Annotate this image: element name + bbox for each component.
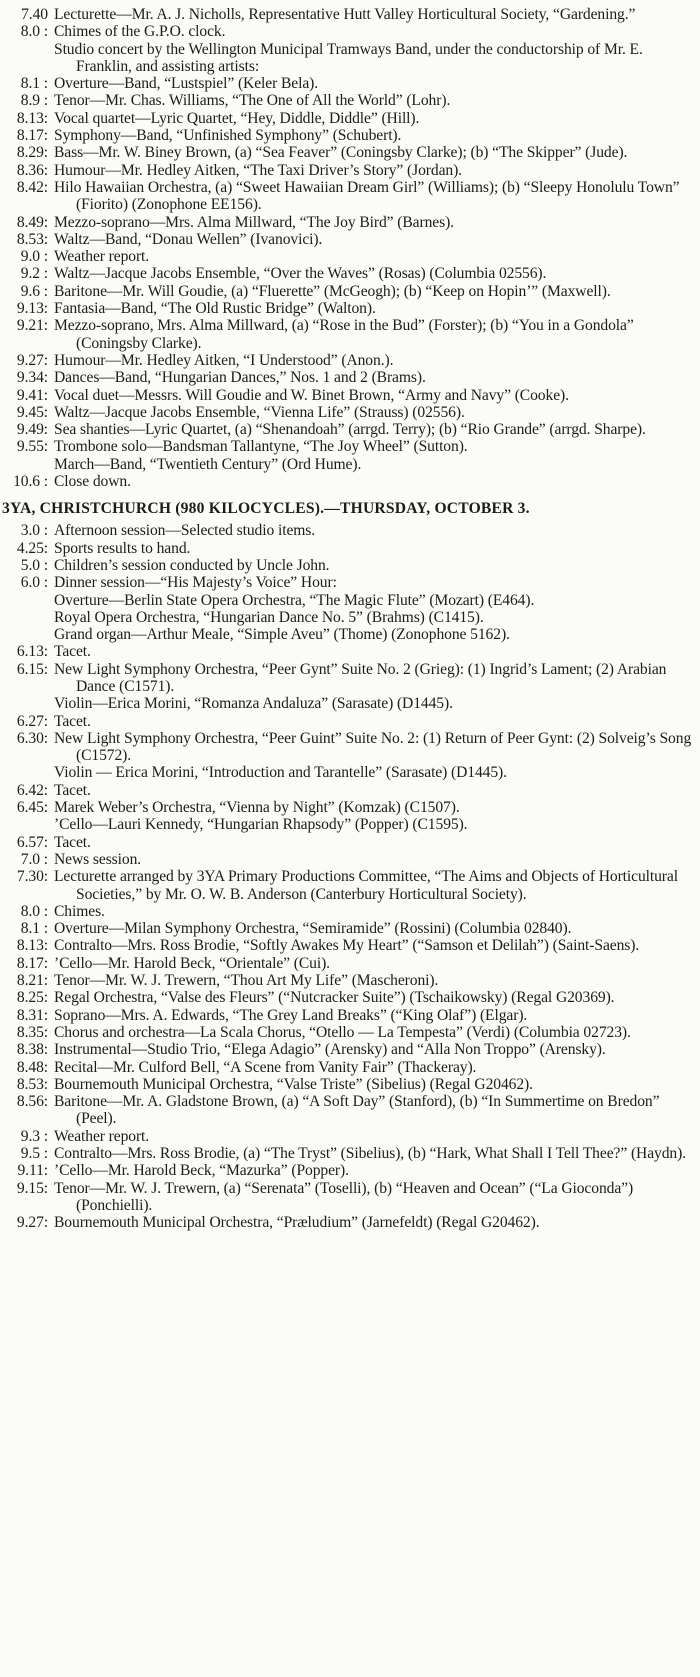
programme-entry: [0, 438, 700, 455]
entry-time: 4.25:: [16, 539, 48, 557]
programme-entry: [0, 782, 700, 799]
programme-entry: [0, 1128, 700, 1145]
entry-time: [0, 695, 54, 712]
entry-text: Overture—Band, “Lustspiel” (Keler Bela).: [54, 75, 319, 93]
entry-time: 9.11:: [17, 1162, 48, 1180]
programme-entry: [0, 404, 700, 421]
entry-text: Chimes of the G.P.O. clock.: [54, 23, 226, 41]
entry-text: Waltz—Jacque Jacobs Ensemble, “Over the Waves” (Rosas) (Columbia 02556).: [54, 265, 547, 283]
entry-time: [0, 626, 54, 643]
entry-time: 3.0 :: [20, 522, 48, 540]
entry-text: Baritone—Mr. Will Goudie, (a) “Fluerette” (McGeogh); (b) “Keep on Hopin’” (Maxwell).: [54, 282, 611, 300]
entry-time: 8.0 :: [20, 902, 48, 920]
programme-entry: [0, 473, 700, 490]
programme-entry: [0, 920, 700, 937]
entry-time: 9.27:: [16, 1214, 48, 1232]
entry-time: 9.2 :: [20, 265, 48, 283]
entry-text: Vocal quartet—Lyric Quartet, “Hey, Diddle, Diddle” (Hill).: [54, 109, 420, 127]
entry-text: Children’s session conducted by Uncle John.: [54, 556, 330, 574]
entry-text: Humour—Mr. Hedley Aitken, “The Taxi Driver’s Story” (Jordan).: [54, 161, 462, 179]
programme-entry: [0, 1059, 700, 1076]
programme-entry: [0, 1214, 700, 1231]
entry-text: Tacet.: [54, 781, 91, 799]
entry-time: 7.40: [21, 6, 48, 23]
entry-time: 8.35:: [16, 1023, 48, 1041]
entry-time: 8.0 :: [20, 23, 48, 41]
programme-entry: [0, 574, 700, 591]
entry-time: 9.45:: [16, 403, 48, 421]
entry-text: Symphony—Band, “Unfinished Symphony” (Schubert).: [54, 127, 402, 145]
entry-text: Mezzo-soprano, Mrs. Alma Millward, (a) “Rose in the Bud” (Forster); (b) “You in a Gondola” (Coningsby Clarke).: [54, 317, 634, 352]
entry-time: [0, 816, 54, 833]
entry-time: [0, 764, 54, 781]
entry-text: News session.: [54, 850, 142, 868]
programme-entry: [0, 1076, 700, 1093]
programme-entry: [0, 592, 700, 609]
entry-time: 9.41:: [16, 386, 48, 404]
entry-time: 7.30:: [16, 868, 48, 886]
entry-text: ’Cello—Mr. Harold Beck, “Mazurka” (Popper).: [54, 1162, 349, 1180]
entry-text: Tacet.: [54, 712, 91, 730]
entry-text: Grand organ—Arthur Meale, “Simple Aveu” (Thome) (Zonophone 5162).: [54, 626, 510, 644]
entry-text: Baritone—Mr. A. Gladstone Brown, (a) “A Soft Day” (Stanford), (b) “In Summertime on Bredon” (Peel).: [54, 1093, 660, 1128]
entry-time: 9.34:: [16, 369, 48, 387]
entry-text: Lecturette—Mr. A. J. Nicholls, Representative Hutt Valley Horticultural Society, “Gardening.”: [54, 6, 636, 23]
entry-time: 6.30:: [16, 729, 48, 747]
entry-time: 8.21:: [16, 972, 48, 990]
programme-entry: [0, 937, 700, 954]
programme-section-christchurch: [0, 522, 700, 1231]
entry-time: 9.27:: [16, 351, 48, 369]
programme-entry: [0, 851, 700, 868]
entry-time: 8.17:: [16, 954, 48, 972]
entry-time: 8.56:: [16, 1093, 48, 1111]
programme-entry: [0, 265, 700, 282]
entry-text: Tacet.: [54, 643, 91, 661]
programme-section-wellington: [0, 0, 700, 490]
programme-entry: [0, 1093, 700, 1128]
entry-text: Regal Orchestra, “Valse des Fleurs” (“Nutcracker Suite”) (Tschaikowsky) (Regal G20369).: [54, 989, 615, 1007]
entry-time: 8.31:: [16, 1006, 48, 1024]
programme-entry: [0, 317, 700, 352]
entry-time: 8.13:: [16, 109, 48, 127]
entry-time: 9.15:: [16, 1179, 48, 1197]
entry-time: 9.55:: [16, 438, 48, 456]
programme-entry: [0, 1162, 700, 1179]
entry-time: 7.0 :: [20, 850, 48, 868]
programme-entry: [0, 248, 700, 265]
entry-text: Waltz—Jacque Jacobs Ensemble, “Vienna Life” (Strauss) (02556).: [54, 403, 465, 421]
entry-time: 8.13:: [16, 937, 48, 955]
station-heading: 3YA, CHRISTCHURCH (980 KILOCYCLES).—THURSDAY, OCTOBER 3.: [2, 500, 530, 518]
entry-text: Chorus and orchestra—La Scala Chorus, “Otello — La Tempesta” (Verdi) (Columbia 02723).: [54, 1023, 631, 1041]
programme-entry: [0, 903, 700, 920]
programme-entry: [0, 369, 700, 386]
programme-entry: [0, 1145, 700, 1162]
programme-entry: [0, 713, 700, 730]
programme-entry: [0, 421, 700, 438]
entry-text: Dinner session—“His Majesty’s Voice” Hour:: [54, 574, 337, 592]
entry-text: Afternoon session—Selected studio items.: [54, 522, 316, 540]
entry-text: Waltz—Band, “Donau Wellen” (Ivanovici).: [54, 230, 323, 248]
entry-time: 9.13:: [16, 300, 48, 318]
entry-text: Studio concert by the Wellington Municipal Tramways Band, under the conductorship of Mr. E. Franklin, and assisting artists:: [54, 40, 643, 75]
entry-text: Soprano—Mrs. A. Edwards, “The Grey Land Breaks” (“King Olaf”) (Elgar).: [54, 1006, 528, 1024]
programme-entry: [0, 540, 700, 557]
entry-time: 6.13:: [16, 643, 48, 661]
entry-text: Humour—Mr. Hedley Aitken, “I Understood” (Anon.).: [54, 351, 394, 369]
entry-text: ’Cello—Lauri Kennedy, “Hungarian Rhapsody” (Popper) (C1595).: [54, 816, 468, 834]
programme-entry: [0, 799, 700, 816]
entry-text: New Light Symphony Orchestra, “Peer Gynt” Suite No. 2 (Grieg): (1) Ingrid’s Lament; (2) Arabian Dance (C1571).: [54, 660, 667, 695]
entry-text: New Light Symphony Orchestra, “Peer Guint” Suite No. 2: (1) Return of Peer Gynt: (2) Solveig’s Song (C1572).: [54, 729, 692, 765]
entry-text: Tenor—Mr. Chas. Williams, “The One of All the World” (Lohr).: [54, 92, 451, 110]
entry-time: 8.38:: [16, 1041, 48, 1059]
entry-time: 9.49:: [16, 421, 48, 439]
entry-text: Instrumental—Studio Trio, “Elega Adagio” (Arensky) and “Alla Non Troppo” (Arensky).: [54, 1041, 606, 1059]
entry-time: 8.48:: [16, 1058, 48, 1076]
programme-entry: [0, 1041, 700, 1058]
entry-text: Close down.: [54, 473, 131, 491]
entry-time: [0, 41, 54, 76]
entry-time: 5.0 :: [20, 556, 48, 574]
programme-entry: [0, 352, 700, 369]
programme-entry: [0, 92, 700, 109]
entry-time: 6.45:: [16, 799, 48, 817]
entry-text: Violin — Erica Morini, “Introduction and Tarantelle” (Sarasate) (D1445).: [54, 764, 507, 782]
programme-entry: [0, 300, 700, 317]
entry-text: Bournemouth Municipal Orchestra, “Valse Triste” (Sibelius) (Regal G20462).: [54, 1075, 533, 1093]
entry-text: Sea shanties—Lyric Quartet, (a) “Shenandoah” (arrgd. Terry); (b) “Rio Grande” (arrgd. Sharpe).: [54, 421, 646, 439]
programme-entry: [0, 989, 700, 1006]
entry-text: Trombone solo—Bandsman Tallantyne, “The Joy Wheel” (Sutton).: [54, 438, 468, 456]
programme-entry: [0, 127, 700, 144]
entry-text: Dances—Band, “Hungarian Dances,” Nos. 1 and 2 (Brams).: [54, 369, 426, 387]
programme-entry: [0, 179, 700, 214]
entry-text: ’Cello—Mr. Harold Beck, “Orientale” (Cui).: [54, 954, 330, 972]
entry-text: Mezzo-soprano—Mrs. Alma Millward, “The Joy Bird” (Barnes).: [54, 213, 454, 231]
entry-text: Vocal duet—Messrs. Will Goudie and W. Binet Brown, “Army and Navy” (Cooke).: [54, 386, 569, 404]
entry-text: Lecturette arranged by 3YA Primary Productions Committee, “The Aims and Objects of Horticultural Societies,” by Mr. O. W. B. Anderson (Canterbury Horticultural Society).: [54, 868, 678, 903]
entry-text: Recital—Mr. Culford Bell, “A Scene from Vanity Fair” (Thackeray).: [54, 1058, 477, 1076]
programme-entry: [0, 456, 700, 473]
programme-entry: [0, 110, 700, 127]
entry-text: Tacet.: [54, 833, 91, 851]
programme-entry: [0, 23, 700, 40]
entry-text: Overture—Berlin State Opera Orchestra, “The Magic Flute” (Mozart) (E464).: [54, 591, 535, 609]
entry-text: Marek Weber’s Orchestra, “Vienna by Night” (Komzak) (C1507).: [54, 799, 460, 817]
entry-text: Royal Opera Orchestra, “Hungarian Dance No. 5” (Brahms) (C1415).: [54, 608, 484, 626]
entry-time: 9.6 :: [20, 282, 48, 300]
programme-entry: [0, 75, 700, 92]
programme-entry: [0, 834, 700, 851]
entry-time: 9.21:: [16, 317, 48, 335]
entry-text: Tenor—Mr. W. J. Trewern, “Thou Art My Life” (Mascheroni).: [54, 972, 439, 990]
programme-entry: [0, 522, 700, 539]
entry-text: Fantasia—Band, “The Old Rustic Bridge” (Walton).: [54, 300, 376, 318]
entry-text: Violin—Erica Morini, “Romanza Andaluza” (Sarasate) (D1445).: [54, 695, 453, 713]
programme-entry: [0, 816, 700, 833]
entry-time: 8.53:: [16, 1075, 48, 1093]
entry-time: 8.42:: [16, 178, 48, 196]
entry-time: 6.15:: [16, 660, 48, 678]
programme-entry: [0, 764, 700, 781]
entry-time: 6.42:: [16, 781, 48, 799]
programme-entry: [0, 1007, 700, 1024]
programme-entry: [0, 214, 700, 231]
entry-time: 6.57:: [16, 833, 48, 851]
programme-entry: [0, 1180, 700, 1215]
entry-time: 8.1 :: [20, 75, 48, 93]
entry-time: 8.49:: [16, 213, 48, 231]
entry-text: Bournemouth Municipal Orchestra, “Præludium” (Jarnefeldt) (Regal G20462).: [54, 1214, 540, 1232]
entry-time: 8.9 :: [20, 92, 48, 110]
programme-entry: [0, 1024, 700, 1041]
entry-time: 8.53:: [16, 230, 48, 248]
entry-text: Hilo Hawaiian Orchestra, (a) “Sweet Hawaiian Dream Girl” (Williams); (b) “Sleepy Honolulu Town” (Fiorito) (Zonophone EE156).: [54, 178, 680, 214]
programme-entry: [0, 955, 700, 972]
programme-entry: [0, 144, 700, 161]
entry-time: 8.25:: [16, 989, 48, 1007]
entry-time: [0, 456, 54, 473]
entry-text: Sports results to hand.: [54, 539, 191, 557]
programme-entry: [0, 283, 700, 300]
programme-entry: [0, 661, 700, 696]
entry-text: Contralto—Mrs. Ross Brodie, “Softly Awakes My Heart” (“Samson et Delilah”) (Saint-Saens).: [54, 937, 640, 955]
entry-text: Weather report.: [54, 248, 150, 266]
entry-text: Tenor—Mr. W. J. Trewern, (a) “Serenata” (Toselli), (b) “Heaven and Ocean” (“La Gioconda”) (Ponchielli).: [54, 1179, 634, 1214]
entry-time: 10.6 :: [13, 473, 48, 491]
entry-time: [0, 609, 54, 626]
programme-entry: [0, 730, 700, 765]
programme-entry: [0, 609, 700, 626]
entry-text: March—Band, “Twentieth Century” (Ord Hume).: [54, 455, 362, 473]
programme-entry: [0, 643, 700, 660]
entry-text: Weather report.: [54, 1127, 150, 1145]
entry-time: 6.0 :: [20, 574, 48, 592]
programme-entry: [0, 6, 700, 23]
programme-entry: [0, 972, 700, 989]
programme-entry: [0, 626, 700, 643]
entry-time: 9.0 :: [20, 248, 48, 266]
programme-entry: [0, 162, 700, 179]
entry-time: 8.1 :: [20, 920, 48, 938]
entry-time: [0, 592, 54, 609]
entry-time: 9.5 :: [20, 1145, 48, 1162]
entry-text: Contralto—Mrs. Ross Brodie, (a) “The Tryst” (Sibelius), (b) “Hark, What Shall I Tell Thee?” (Haydn).: [54, 1145, 687, 1162]
programme-entry: [0, 231, 700, 248]
entry-time: 8.29:: [16, 144, 48, 162]
programme-entry: [0, 387, 700, 404]
programme-entry: [0, 868, 700, 903]
entry-time: 8.17:: [16, 127, 48, 145]
entry-time: 6.27:: [16, 712, 48, 730]
entry-time: 8.36:: [16, 161, 48, 179]
entry-text: Chimes.: [54, 902, 105, 920]
programme-entry: [0, 41, 700, 76]
programme-entry: [0, 695, 700, 712]
programme-entry: [0, 557, 700, 574]
entry-text: Bass—Mr. W. Biney Brown, (a) “Sea Feaver” (Coningsby Clarke); (b) “The Skipper” (Jude).: [54, 144, 628, 162]
entry-time: 9.3 :: [20, 1127, 48, 1145]
entry-text: Overture—Milan Symphony Orchestra, “Semiramide” (Rossini) (Columbia 02840).: [54, 920, 572, 938]
